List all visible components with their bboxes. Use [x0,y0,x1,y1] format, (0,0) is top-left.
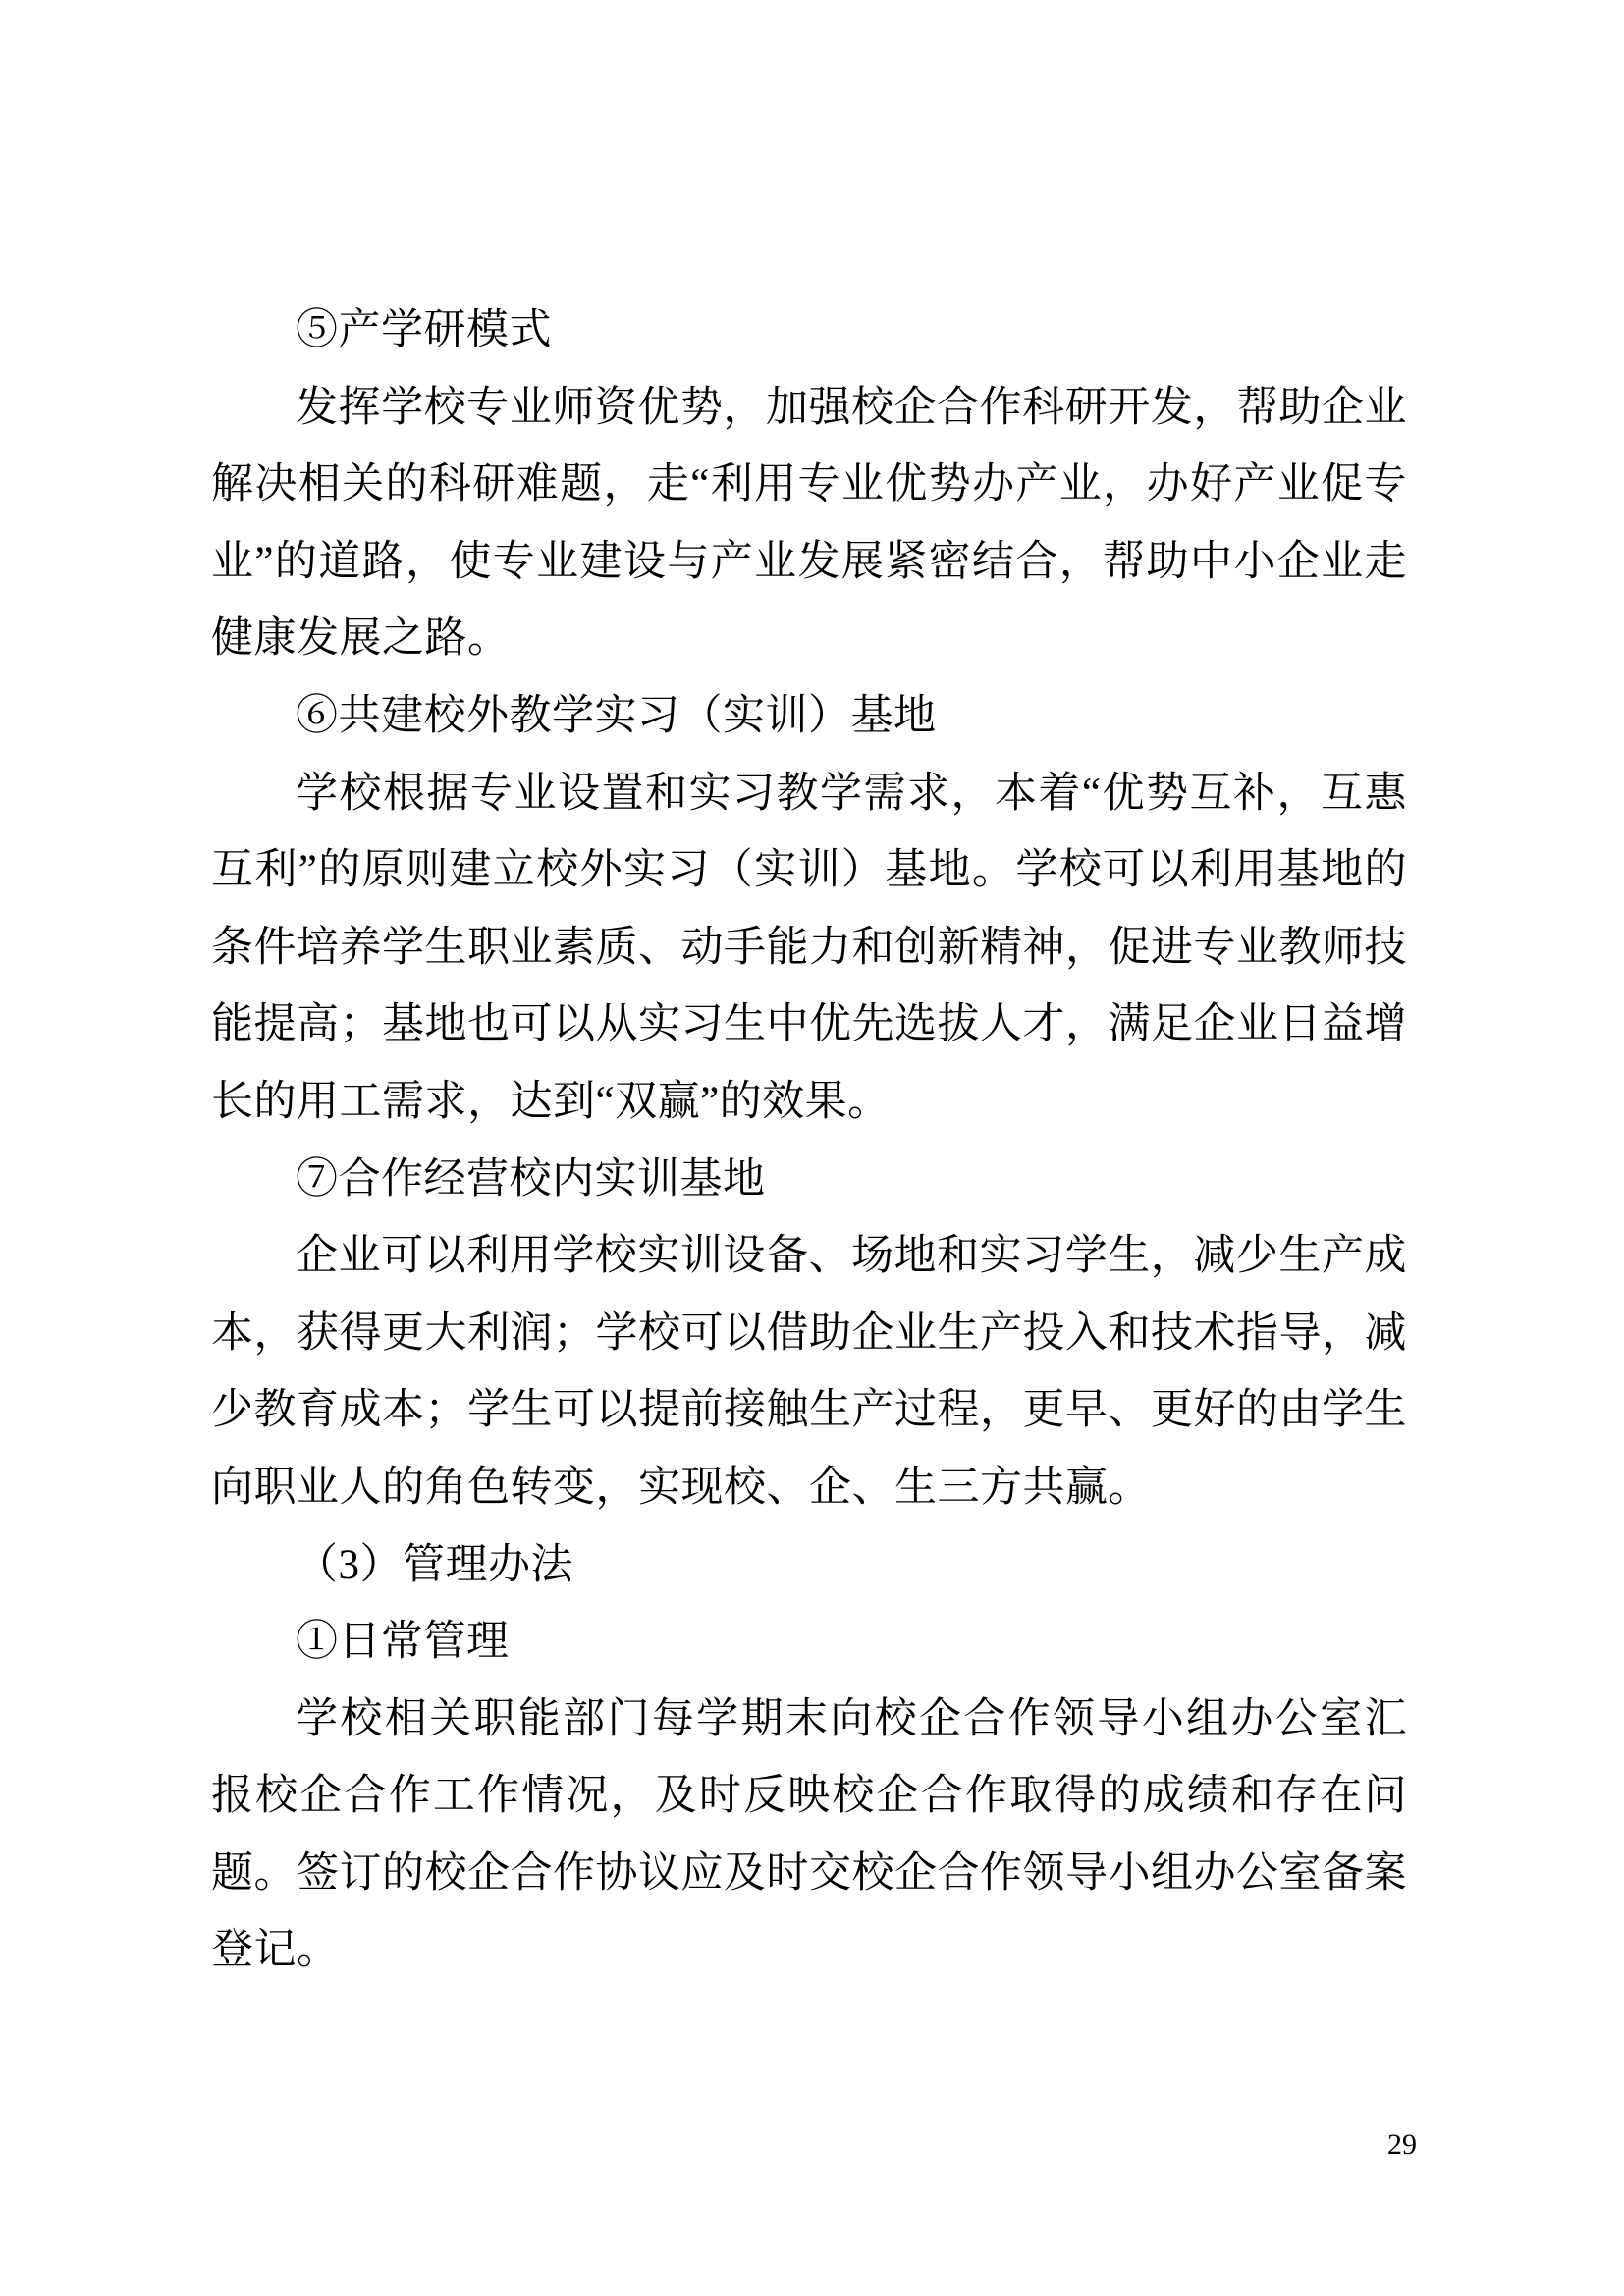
body-line: 报校企合作工作情况，及时反映校企合作取得的成绩和存在问 [211,1773,1407,1820]
document-body [211,293,1407,1990]
body-line: 本，获得更大利润；学校可以借助企业生产投入和技术指导，减 [211,1309,1407,1357]
body-line: 能提高；基地也可以从实习生中优先选拔人才，满足企业日益增 [211,1001,1407,1048]
body-line: 向职业人的角色转变，实现校、企、生三方共赢。 [211,1464,1151,1511]
body-line: 登记。 [211,1927,340,1974]
body-line: 业”的道路，使专业建设与产业发展紧密结合，帮助中小企业走 [211,538,1407,585]
body-line: 条件培养学生职业素质、动手能力和创新精神，促进专业教师技 [211,924,1407,971]
body-line: 学校相关职能部门每学期末向校企合作领导小组办公室汇 [296,1695,1407,1742]
page-number: 29 [1387,2128,1417,2161]
body-line: 长的用工需求，达到“双赢”的效果。 [211,1078,891,1125]
body-line: 题。签订的校企合作协议应及时交校企合作领导小组办公室备案 [211,1849,1407,1896]
body-line: 学校根据专业设置和实习教学需求，本着“优势互补，互惠 [296,770,1407,817]
body-line: 少教育成本；学生可以提前接触生产过程，更早、更好的由学生 [211,1387,1407,1434]
body-line: 发挥学校专业师资优势，加强校企合作科研开发，帮助企业 [296,384,1407,431]
body-line: 互利”的原则建立校外实习（实训）基地。学校可以利用基地的 [211,847,1407,894]
body-line: 解决相关的科研难题，走“利用专业优势办产业，办好产业促专 [211,461,1407,508]
heading-line: ⑦合作经营校内实训基地 [296,1155,766,1202]
body-line: 企业可以利用学校实训设备、场地和实习学生，减少生产成 [296,1233,1407,1280]
heading-line: ①日常管理 [296,1619,510,1666]
heading-line: ⑤产学研模式 [296,307,552,353]
body-line: 健康发展之路。 [211,615,511,663]
heading-line: （3）管理办法 [296,1541,573,1588]
heading-line: ⑥共建校外教学实习（实训）基地 [296,692,937,739]
